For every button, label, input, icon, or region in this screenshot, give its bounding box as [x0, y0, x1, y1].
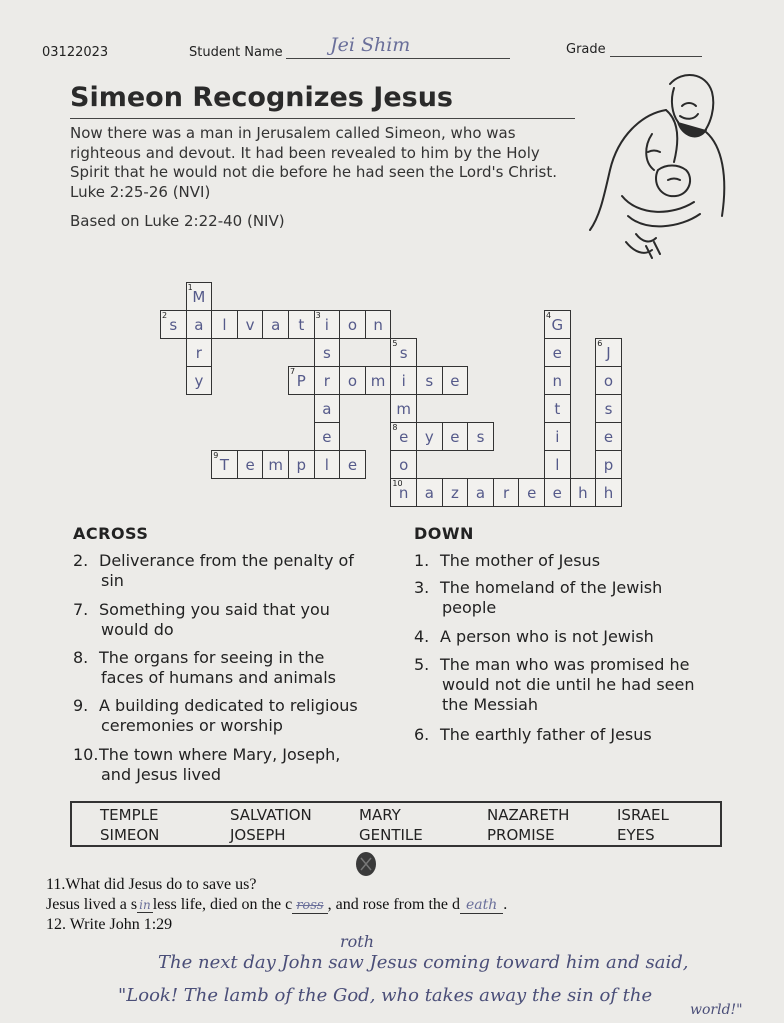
word-bank-word: MARY	[359, 806, 401, 824]
cell-letter: o	[347, 372, 358, 390]
down-clue	[414, 655, 694, 715]
clue-number: 9.	[73, 696, 89, 715]
crossword-cell[interactable]	[314, 422, 341, 451]
clue-number: 9	[213, 451, 219, 460]
crossword-cell[interactable]	[186, 310, 213, 339]
clue-number: 10.	[73, 745, 99, 764]
cell-letter: m	[396, 400, 411, 418]
cell-letter: a	[322, 400, 332, 418]
cell-letter: l	[324, 456, 329, 474]
crossword-cell[interactable]	[314, 338, 341, 367]
cell-letter: l	[222, 316, 227, 334]
clue-text: Deliverance from the penalty of	[99, 551, 354, 570]
down-clue	[414, 627, 654, 647]
clue-line: the Messiah	[442, 695, 539, 714]
crossword-cell[interactable]	[365, 310, 392, 339]
crossword-cell[interactable]	[416, 478, 443, 507]
crossword-cell[interactable]	[288, 366, 315, 395]
clue-line: and Jesus lived	[101, 765, 222, 784]
cell-letter: y	[424, 428, 434, 446]
across-heading: ACROSS	[73, 524, 149, 543]
down-heading: DOWN	[414, 524, 474, 543]
question-11-sentence[interactable]	[46, 896, 507, 914]
cell-letter: G	[551, 316, 564, 334]
crossword-cell[interactable]	[314, 394, 341, 423]
clue-text: The mother of Jesus	[440, 551, 601, 570]
cell-letter: r	[323, 372, 330, 390]
cell-letter: T	[219, 456, 230, 474]
down-clue	[414, 725, 652, 745]
john-1-29-line-1[interactable]: The next day John saw Jesus coming toward him and said,	[158, 952, 689, 973]
crossword-cell[interactable]	[467, 478, 494, 507]
cell-letter: n	[373, 316, 383, 334]
crossword-cell[interactable]	[211, 310, 238, 339]
crossword-cell[interactable]	[288, 450, 315, 479]
cell-letter: i	[324, 316, 329, 334]
cell-letter: z	[450, 484, 459, 502]
cell-letter: m	[268, 456, 283, 474]
clue-line: would not die until he had seen	[442, 675, 695, 694]
clue-number: 5	[392, 339, 398, 348]
cell-letter: o	[347, 316, 358, 334]
cell-letter: a	[271, 316, 281, 334]
clue-line	[73, 648, 336, 668]
crossword-cell[interactable]	[467, 422, 494, 451]
cell-letter: m	[370, 372, 386, 390]
clue-line: ceremonies or worship	[101, 716, 283, 735]
clue-number: 4.	[414, 627, 430, 646]
crossword-cell[interactable]	[595, 422, 622, 451]
cell-letter: s	[604, 400, 613, 418]
word-bank-word: SIMEON	[100, 826, 160, 844]
crossword-cell[interactable]	[186, 366, 213, 395]
crossword-cell[interactable]	[544, 366, 571, 395]
worksheet-code: 03122023	[42, 45, 109, 60]
clue-number: 5.	[414, 655, 430, 674]
q11-correction: roth	[340, 932, 375, 951]
cell-letter: M	[192, 288, 206, 306]
clue-text: Something you said that you	[99, 600, 330, 619]
crossword-cell[interactable]	[544, 338, 571, 367]
clue-number: 2.	[73, 551, 89, 570]
clue-number: 8	[392, 423, 398, 432]
cell-letter: e	[347, 456, 358, 474]
crossword-cell[interactable]	[595, 338, 622, 367]
clue-text: The organs for seeing in the	[99, 648, 325, 667]
clue-number: 1	[187, 283, 193, 292]
john-1-29-line-3[interactable]: world!"	[690, 1002, 743, 1018]
crossword-cell[interactable]	[365, 366, 392, 395]
crossword-cell[interactable]	[416, 366, 443, 395]
clue-number: 3	[315, 311, 321, 320]
clue-number: 7	[290, 367, 296, 376]
question-11: 11.What did Jesus do to save us?	[46, 876, 257, 893]
crossword-cell[interactable]	[595, 394, 622, 423]
clue-line: sin	[101, 571, 124, 590]
cell-letter: s	[425, 372, 434, 390]
cell-letter: e	[552, 344, 562, 362]
crossword-cell[interactable]	[390, 422, 417, 451]
cell-letter: t	[298, 316, 305, 334]
crossword-cell[interactable]	[544, 394, 571, 423]
cell-letter: a	[424, 484, 434, 502]
crossword-cell[interactable]	[442, 478, 469, 507]
cell-letter: o	[399, 456, 409, 474]
crossword-cell[interactable]	[493, 478, 520, 507]
student-name-label: Student Name	[189, 45, 283, 60]
cell-letter: e	[552, 484, 562, 502]
down-clue	[414, 578, 662, 618]
cell-letter: t	[554, 400, 561, 418]
crossword-cell[interactable]	[237, 310, 264, 339]
cell-letter: s	[476, 428, 485, 446]
cell-letter: e	[399, 428, 409, 446]
clue-number: 10	[392, 479, 403, 488]
clue-text: A person who is not Jewish	[440, 627, 654, 646]
crossword-cell[interactable]	[570, 478, 597, 507]
crossword-cell[interactable]	[518, 478, 545, 507]
cell-letter: s	[399, 344, 408, 362]
cell-letter: i	[401, 372, 406, 390]
cell-letter: h	[578, 484, 588, 502]
crossword-cell[interactable]	[339, 310, 366, 339]
cell-letter: e	[450, 428, 460, 446]
grade-label: Grade	[566, 42, 606, 57]
clue-line	[73, 600, 330, 620]
cell-letter: h	[603, 484, 614, 502]
crossword-cell[interactable]	[595, 450, 622, 479]
based-on-reference: Based on Luke 2:22-40 (NIV)	[70, 212, 285, 230]
clue-text: The man who was promised he	[440, 655, 690, 674]
intro-scripture: Now there was a man in Jerusalem called Simeon, who was righteous and devout. It had been revealed to him by the Holy Spirit that he would not die before he had seen the Lord's Christ. Luke 2:25-26 (NVI)	[70, 124, 558, 201]
ink-blot-icon	[353, 850, 379, 878]
crossword-cell[interactable]	[595, 366, 622, 395]
crossword-cell[interactable]	[237, 450, 264, 479]
clue-number: 6.	[414, 725, 430, 744]
clue-line: faces of humans and animals	[101, 668, 336, 687]
cell-letter: v	[245, 316, 255, 334]
crossword-cell[interactable]	[262, 310, 289, 339]
word-bank-word: SALVATION	[230, 806, 312, 824]
cell-letter: o	[603, 372, 614, 390]
cell-letter: J	[606, 344, 611, 362]
crossword-cell[interactable]	[416, 422, 443, 451]
crossword-cell[interactable]	[186, 282, 213, 311]
crossword-cell[interactable]	[544, 450, 571, 479]
clue-number: 1.	[414, 551, 430, 570]
q11-text-b: less life, died on the c	[152, 896, 293, 913]
crossword-cell[interactable]	[390, 338, 417, 367]
clue-line	[414, 725, 652, 745]
q11-text-c: , and rose from the d	[327, 896, 460, 913]
down-clue	[414, 551, 600, 571]
crossword-cell[interactable]	[442, 366, 469, 395]
clue-line	[73, 551, 354, 571]
cell-letter: p	[603, 456, 614, 474]
cell-letter: r	[195, 344, 202, 362]
cell-letter: e	[603, 428, 614, 446]
clue-number: 7.	[73, 600, 89, 619]
cell-letter: y	[194, 372, 204, 390]
across-clue	[73, 600, 330, 640]
crossword-cell[interactable]	[211, 450, 238, 479]
word-bank-word: NAZARETH	[487, 806, 570, 824]
crossword-cell[interactable]	[339, 450, 366, 479]
word-bank-word: EYES	[617, 826, 655, 844]
cell-letter: e	[245, 456, 255, 474]
word-bank-word: GENTILE	[359, 826, 423, 844]
crossword-cell[interactable]	[390, 450, 417, 479]
clue-line	[414, 627, 654, 647]
cell-letter: n	[398, 484, 409, 502]
crossword-cell[interactable]	[544, 310, 571, 339]
across-clue	[73, 745, 340, 785]
clue-line	[414, 655, 694, 675]
q11-blank-sinless[interactable]: in	[139, 898, 151, 912]
question-12: 12. Write John 1:29	[46, 916, 173, 933]
clue-number: 4	[546, 311, 552, 320]
crossword-cell[interactable]	[314, 310, 341, 339]
crossword-cell[interactable]	[314, 450, 341, 479]
clue-line	[73, 696, 358, 716]
cell-letter: e	[450, 372, 460, 390]
clue-number: 8.	[73, 648, 89, 667]
crossword-cell[interactable]	[314, 366, 341, 395]
crossword-cell[interactable]	[262, 450, 289, 479]
q11-text-a: Jesus lived a s	[46, 896, 138, 913]
cell-letter: s	[169, 316, 178, 334]
cell-letter: s	[322, 344, 331, 362]
cell-letter: e	[322, 428, 332, 446]
clue-text: The homeland of the Jewish	[440, 578, 663, 597]
across-clue	[73, 648, 336, 688]
clue-line	[414, 578, 662, 598]
q11-blank-death[interactable]: eath	[460, 897, 503, 914]
clue-text: A building dedicated to religious	[99, 696, 358, 715]
cell-letter: e	[527, 484, 537, 502]
word-bank-word: ISRAEL	[617, 806, 669, 824]
crossword-cell[interactable]	[390, 478, 417, 507]
cell-letter: r	[503, 484, 510, 502]
clue-number: 6	[597, 339, 603, 348]
page-title: Simeon Recognizes Jesus	[70, 82, 453, 113]
clue-line	[414, 551, 600, 571]
cell-letter: n	[552, 372, 563, 390]
clue-text: The earthly father of Jesus	[440, 725, 652, 744]
clue-number: 2	[162, 311, 168, 320]
crossword-cell[interactable]	[288, 310, 315, 339]
cell-letter: i	[555, 428, 560, 446]
cell-letter: l	[555, 456, 560, 474]
cell-letter: a	[475, 484, 486, 502]
q11-blank-cross[interactable]: ross	[292, 898, 327, 914]
q11-text-d: .	[503, 896, 508, 913]
word-bank-word: JOSEPH	[230, 826, 286, 844]
clue-number: 3.	[414, 578, 430, 597]
crossword-cell[interactable]	[595, 478, 622, 507]
crossword-cell[interactable]	[544, 422, 571, 451]
crossword-cell[interactable]	[390, 394, 417, 423]
student-name-value: Jei Shim	[330, 34, 411, 56]
cell-letter: p	[296, 456, 307, 474]
across-clue	[73, 551, 354, 591]
crossword-cell[interactable]	[442, 422, 469, 451]
crossword-cell[interactable]	[186, 338, 213, 367]
word-bank-word: PROMISE	[487, 826, 555, 844]
crossword-cell[interactable]	[390, 366, 417, 395]
clue-line	[73, 745, 340, 765]
across-clue	[73, 696, 358, 736]
cell-letter: a	[194, 316, 204, 334]
cell-letter: P	[296, 372, 306, 390]
clue-text: The town where Mary, Joseph,	[99, 745, 341, 764]
clue-line: would do	[101, 620, 174, 639]
clue-line: people	[442, 598, 497, 617]
crossword-cell[interactable]	[544, 478, 571, 507]
crossword-cell[interactable]	[160, 310, 187, 339]
john-1-29-line-2[interactable]: "Look! The lamb of the God, who takes away the sin of the	[118, 985, 653, 1006]
crossword-cell[interactable]	[339, 366, 366, 395]
word-bank-word: TEMPLE	[100, 806, 159, 824]
